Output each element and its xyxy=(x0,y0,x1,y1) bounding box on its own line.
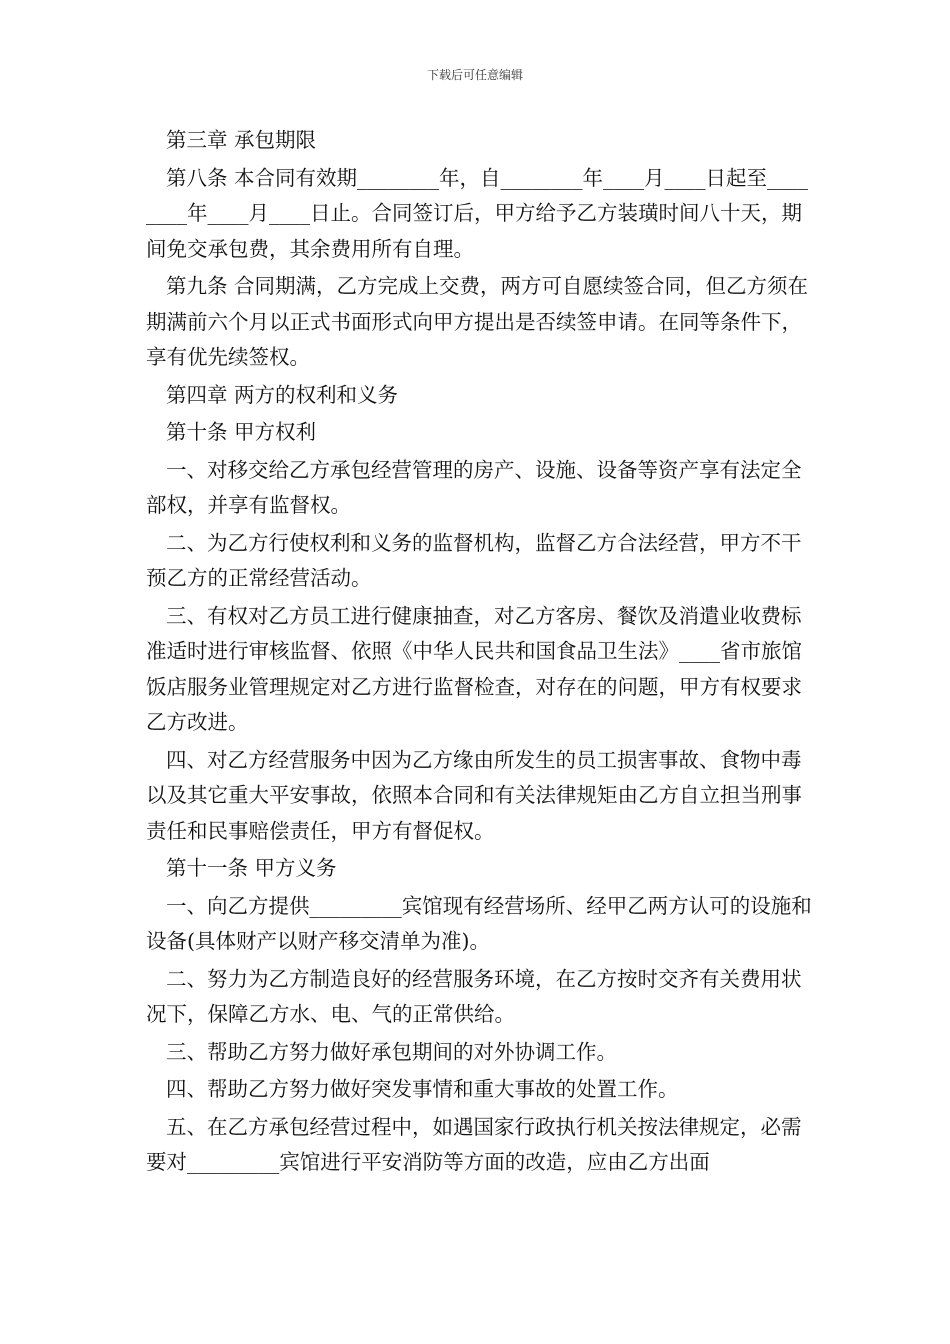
chapter-heading: 第四章 两方的权利和义务 xyxy=(166,382,399,407)
document-body xyxy=(146,123,812,1183)
paragraph: 一、向乙方提供_________宾馆现有经营场所、经甲乙两方认可的设施和设备(具体财产以财产移交清单为准)。 xyxy=(146,893,812,953)
paragraph: 第九条 合同期满，乙方完成上交费，两方可自愿续签合同，但乙方须在期满前六个月以正式书面形式向甲方提出是否续签申请。在同等条件下，享有优先续签权。 xyxy=(146,274,809,369)
paragraph: 四、帮助乙方努力做好突发事情和重大事故的处置工作。 xyxy=(166,1077,679,1101)
paragraph: 一、对移交给乙方承包经营管理的房产、设施、设备等资产享有法定全部权，并享有监督权。 xyxy=(146,457,802,517)
paragraph: 三、有权对乙方员工进行健康抽查，对乙方客房、餐饮及消遣业收费标准适时进行审核监督、依照《中华人民共和国食品卫生法》____省市旅馆饭店服务业管理规定对乙方进行监督检查，对存在的问题，甲方有权要求乙方改进。 xyxy=(146,603,802,734)
article-heading: 第十条 甲方权利 xyxy=(166,420,317,444)
paragraph: 五、在乙方承包经营过程中，如遇国家行政执行机关按法律规定，必需要对_________宾馆进行平安消防等方面的改造，应由乙方出面 xyxy=(146,1114,802,1174)
paragraph: 二、努力为乙方制造良好的经营服务环境，在乙方按时交齐有关费用状况下，保障乙方水、电、气的正常供给。 xyxy=(146,966,802,1026)
chapter-heading: 第三章 承包期限 xyxy=(166,128,317,152)
paragraph: 第八条 本合同有效期________年，自________年____月____日起至________年____月____日止。合同签订后，甲方给予乙方装璜时间八十天，期间免交承包费，其余费用所有自理。 xyxy=(146,165,809,261)
paragraph: 四、对乙方经营服务中因为乙方缘由所发生的员工损害事故、食物中毒以及其它重大平安事故，依照本合同和有关法律规矩由乙方自立担当刑事责任和民事赔偿责任，甲方有督促权。 xyxy=(146,747,802,843)
paragraph: 二、为乙方行使权利和义务的监督机构，监督乙方合法经营，甲方不干预乙方的正常经营活动。 xyxy=(146,530,802,590)
page-header: 下载后可任意编辑 xyxy=(426,68,523,82)
paragraph: 三、帮助乙方努力做好承包期间的对外协调工作。 xyxy=(166,1039,617,1064)
article-heading: 第十一条 甲方义务 xyxy=(166,856,337,880)
